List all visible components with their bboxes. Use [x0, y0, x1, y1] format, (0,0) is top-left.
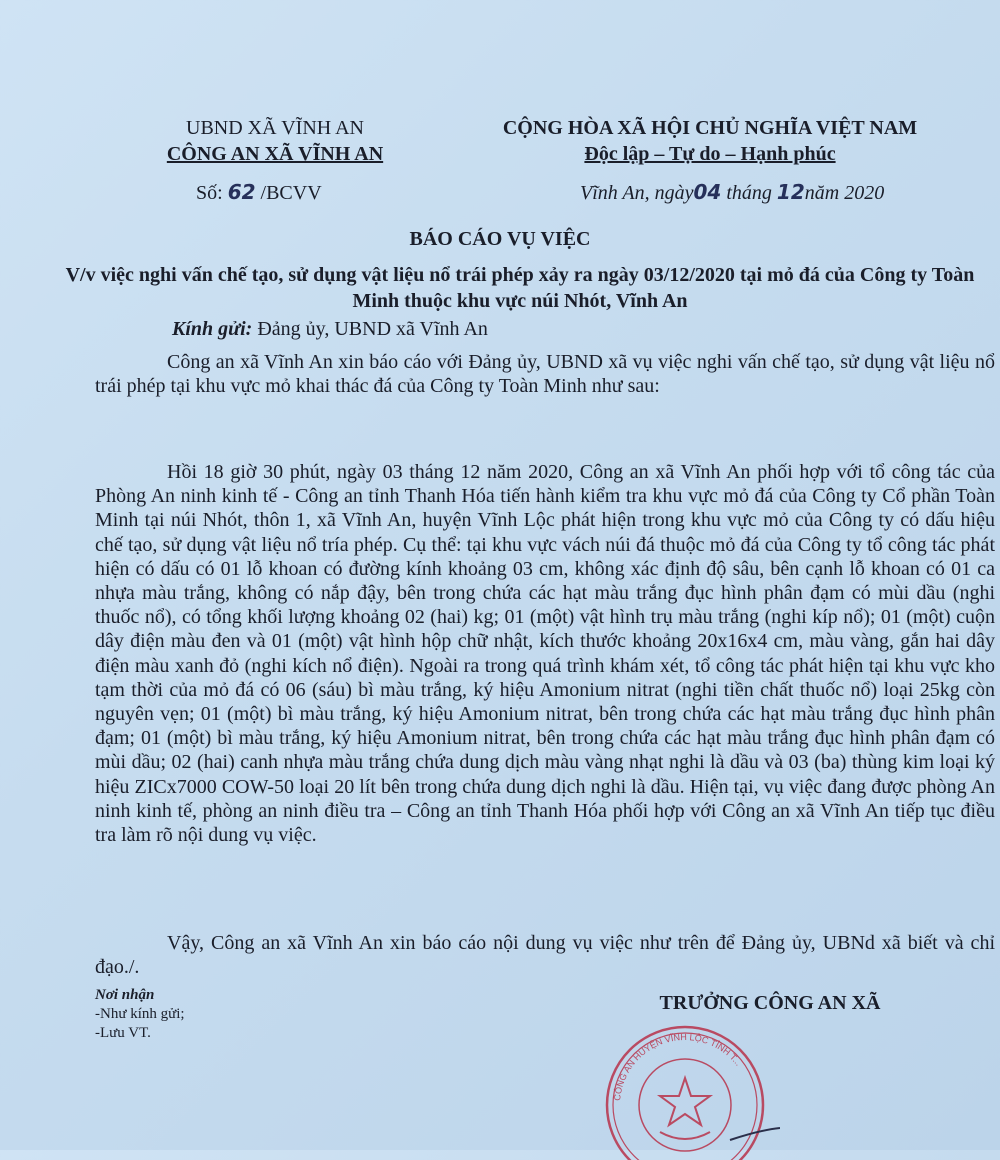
svg-text:CÔNG AN HUYỆN VĨNH LỘC TỈNH T.	[612, 1032, 744, 1101]
recipients-block	[95, 986, 185, 1043]
document-date	[580, 180, 884, 205]
country-name: CỘNG HÒA XÃ HỘI CHỦ NGHĨA VIỆT NAM	[502, 117, 918, 139]
recipient-label: Kính gửi:	[172, 318, 253, 340]
number-suffix: /BCVV	[260, 182, 322, 204]
date-month-label: tháng	[726, 182, 772, 204]
number-handwritten: 62	[227, 180, 256, 204]
motto: Độc lập – Tự do – Hạnh phúc	[584, 143, 836, 165]
seal-ring-text: CÔNG AN HUYỆN VĨNH LỘC TỈNH T...	[612, 1031, 744, 1102]
body-paragraph-details: Hồi 18 giờ 30 phút, ngày 03 tháng 12 năm 2020, Công an xã Vĩnh An phối hợp với tổ công tác của Phòng An ninh kinh tế - Công an tỉnh Thanh Hóa tiến hành kiểm tra khu vực mỏ đá của Công ty Cổ phần Toàn Minh tại núi Nhót, thôn 1, xã Vĩnh An, huyện Vĩnh Lộc phát hiện trong khu vực mỏ của Công ty có dấu hiệu chế tạo, sử dụng vật liệu nổ tría phép. Cụ thể: tại khu vực vách núi đá thuộc mỏ đá của Công ty tổ công tác phát hiện có dấu có 01 lỗ khoan có đường kính khoảng 03 cm, không xác định độ sâu, bên cạnh lỗ khoan có 01 ca nhựa màu trắng, không có nắp đậy, bên trong chứa các hạt màu trắng đục hình phân đạm có mùi dầu (nghi thuốc nổ), có tổng khối lượng khoảng 02 (hai) kg; 01 (một) vật hình trụ màu trắng (nghi kíp nổ); 01 (một) cuộn dây điện màu đen và 01 (một) vật hình hộp chữ nhật, kích thước khoảng 20x16x4 cm, màu vàng, gắn hai dây điện màu xanh đỏ (nghi kích nổ điện). Ngoài ra trong quá trình khám xét, tổ công tác phát hiện tại khu vực kho tạm thời của mỏ đá có 06 (sáu) bì màu trắng, ký hiệu Amonium nitrat (nghi tiền chất thuốc nổ) loại 25kg còn nguyên vẹn; 01 (một) bì màu trắng, ký hiệu Amonium nitrat, bên trong chứa các hạt màu trắng đục hình phân đạm; 01 (một) bì màu trắng, ký hiệu Amonium nitrat, bên trong chứa các hạt màu trắng đục hình phân đạm có mùi dầu; 02 (hai) canh nhựa màu trắng chứa dung dịch màu vàng nhạt nghi là dầu và 03 (ba) thùng kim loại ký hiệu ZICx7000 COW-50 loại 20 lít bên trong chứa dung dịch nghi là dầu. Hiện tại, vụ việc đang được phòng An ninh kinh tế, phòng an ninh điều tra – Công an tỉnh Thanh Hóa phối hợp với Công an xã Vĩnh An tiếp tục điều tra làm rõ nội dung vụ việc.	[95, 461, 995, 847]
date-month: 12	[776, 180, 805, 204]
authority-name: CÔNG AN XÃ VĨNH AN	[166, 143, 384, 165]
document-subject: V/v việc nghi vấn chế tạo, sử dụng vật liệu nổ trái phép xảy ra ngày 03/12/2020 tại mỏ đá của Công ty Toàn Minh thuộc khu vực núi Nhót, Vĩnh An	[65, 264, 975, 312]
official-seal-stamp	[590, 1010, 780, 1160]
body-paragraph-intro: Công an xã Vĩnh An xin báo cáo với Đảng ủy, UBND xã vụ việc nghi vấn chế tạo, sử dụng vật liệu nổ trái phép tại khu vực mỏ khai thác đá của Công ty Toàn Minh như sau:	[95, 351, 995, 398]
recipients-item: -Lưu VT.	[95, 1025, 151, 1041]
date-day: 04	[693, 180, 722, 204]
date-prefix: Vĩnh An, ngày	[580, 182, 694, 204]
body-paragraph-conclusion: Vậy, Công an xã Vĩnh An xin báo cáo nội dung vụ việc như trên để Đảng ủy, UBNd xã biết và chỉ đạo./.	[95, 932, 995, 979]
date-year: năm 2020	[804, 182, 885, 204]
authority-parent: UBND XÃ VĨNH AN	[186, 117, 364, 139]
signer-title: TRƯỞNG CÔNG AN XÃ	[659, 992, 881, 1014]
issuing-authority	[130, 115, 420, 167]
number-prefix: Số:	[196, 182, 223, 204]
document-title: BÁO CÁO VỤ VIỆC	[409, 228, 591, 250]
national-motto	[450, 115, 970, 167]
recipient-line	[172, 318, 488, 341]
recipient-value: Đảng ủy, UBND xã Vĩnh An	[257, 318, 488, 340]
recipients-item: -Như kính gửi;	[95, 1006, 185, 1022]
document-number	[196, 180, 322, 205]
recipients-label: Nơi nhận	[95, 987, 155, 1003]
